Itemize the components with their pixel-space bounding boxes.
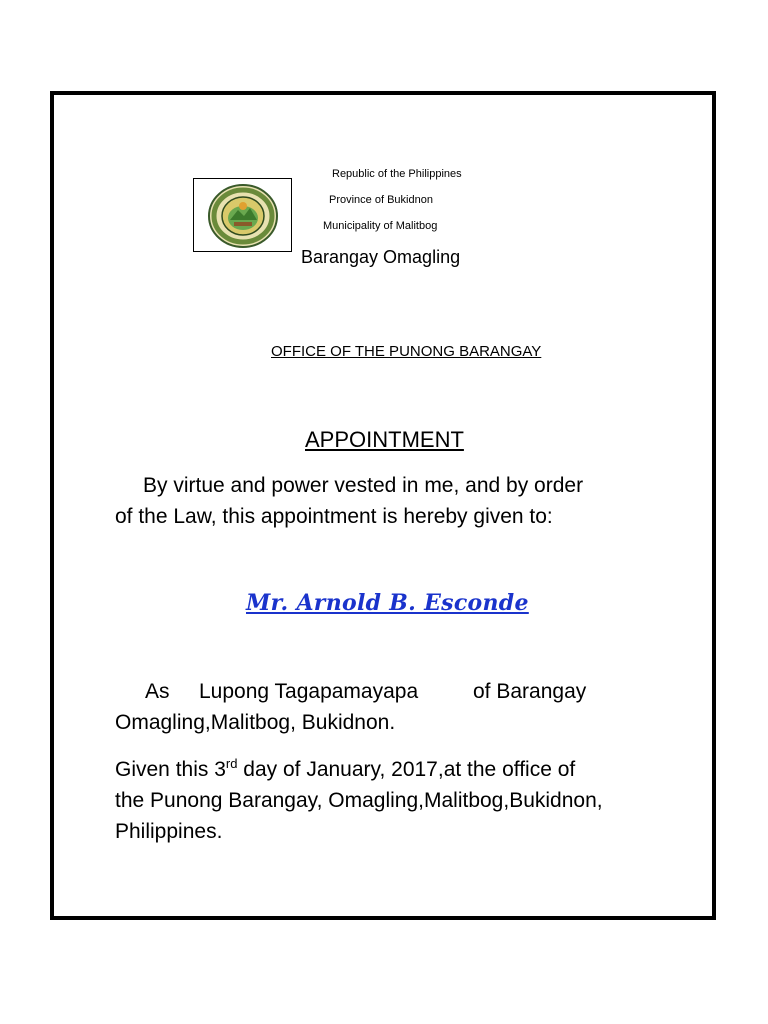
header-republic: Republic of the Philippines xyxy=(332,168,462,180)
header-barangay: Barangay Omagling xyxy=(301,247,461,267)
appointee-name: Mr. Arnold B. Esconde xyxy=(246,590,529,616)
header-province: Province of Bukidnon xyxy=(329,194,433,206)
given-line-1 xyxy=(115,755,575,785)
position-line-2: Omagling,Malitbog, Bukidnon. xyxy=(115,711,396,734)
document-title: APPOINTMENT xyxy=(305,427,464,452)
given-line-2: the Punong Barangay, Omagling,Malitbog,Bukidnon, xyxy=(115,789,603,812)
given-line-3: Philippines. xyxy=(115,820,223,843)
position-role: Lupong Tagapamayapa xyxy=(199,680,419,703)
seal-frame xyxy=(193,178,292,252)
office-heading: OFFICE OF THE PUNONG BARANGAY xyxy=(271,343,542,360)
intro-line-1: By virtue and power vested in me, and by order xyxy=(143,474,584,497)
position-as: As xyxy=(145,680,170,703)
given-post: day of January, 2017,at the office of xyxy=(237,758,576,781)
intro-line-2: of the Law, this appointment is hereby given to: xyxy=(115,505,553,528)
header-municipality: Municipality of Malitbog xyxy=(323,220,438,232)
barangay-seal-icon xyxy=(206,182,280,250)
given-pre: Given this 3 xyxy=(115,758,226,781)
given-ordinal: rd xyxy=(225,756,238,771)
position-of: of Barangay xyxy=(473,680,587,703)
